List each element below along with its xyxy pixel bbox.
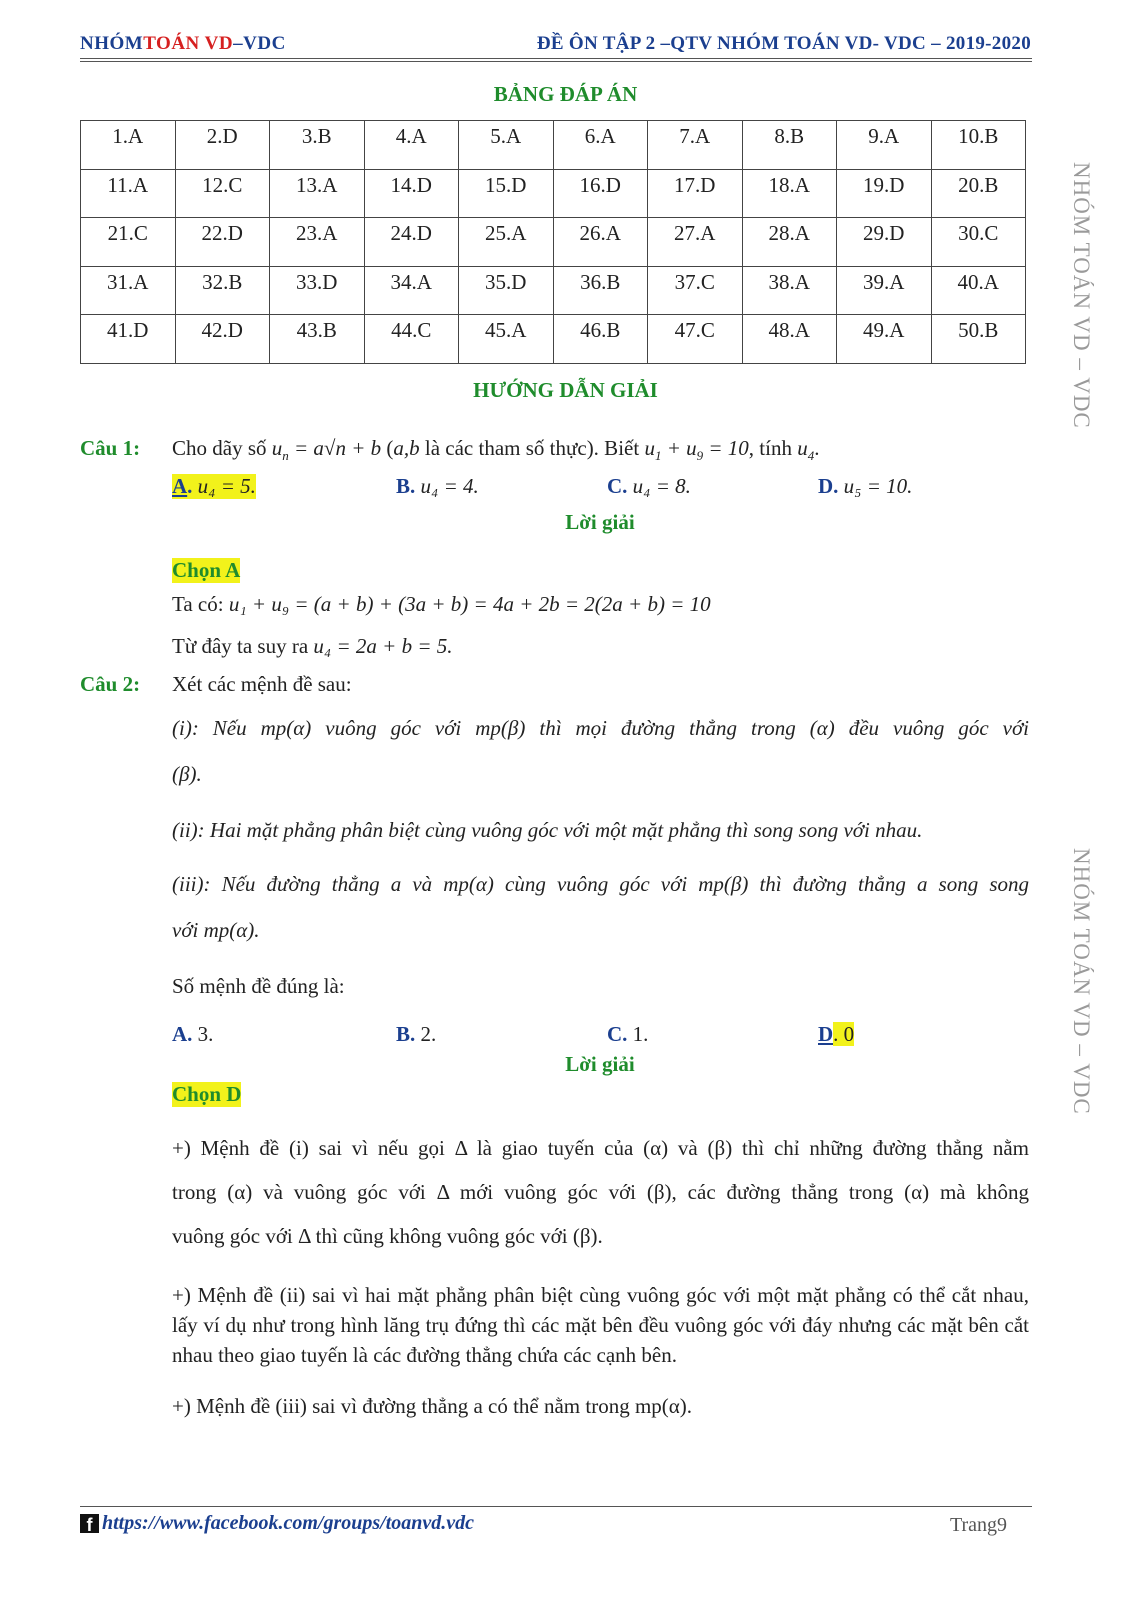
answer-cell: 9.A — [837, 121, 932, 170]
answer-cell: 20.B — [931, 169, 1026, 218]
answer-cell: 49.A — [837, 315, 932, 364]
answer-cell: 4.A — [364, 121, 459, 170]
answer-cell: 28.A — [742, 218, 837, 267]
target-term: $u_4$ — [797, 436, 815, 464]
q2-explanation-1-line-1: +) Mệnh đề (i) sai vì nếu gọi Δ là giao tuyến của (α) và (β) thì chỉ những đường thẳng nằm — [172, 1136, 1029, 1160]
answer-cell: 16.D — [553, 169, 648, 218]
header-divider — [80, 58, 1032, 59]
statement-iii-line-1: (iii): Nếu đường thẳng a và mp(α) cùng vuông góc với mp(β) thì đường thẳng a song song — [172, 872, 1029, 896]
answer-cell: 14.D — [364, 169, 459, 218]
answer-cell: 39.A — [837, 266, 932, 315]
answer-cell: 19.D — [837, 169, 932, 218]
answer-cell: 35.D — [459, 266, 554, 315]
statement-iii-line-2: với mp(α). — [172, 918, 260, 942]
q2-choice: Chọn D — [172, 1082, 242, 1106]
answer-cell: 21.C — [81, 218, 176, 267]
q1-option-a: A. u₄ = 5. — [172, 474, 256, 498]
q2-option-d: D. 0 — [818, 1022, 855, 1046]
answer-cell: 1.A — [81, 121, 176, 170]
q2-solution-heading: Lời giải — [565, 1052, 635, 1076]
answer-cell: 30.C — [931, 218, 1026, 267]
answer-cell: 43.B — [270, 315, 365, 364]
table-row — [81, 266, 1026, 315]
table-row — [81, 315, 1026, 364]
answer-cell: 33.D — [270, 266, 365, 315]
given-condition: $u_1 + u_9 = 10$ — [644, 436, 749, 464]
q1-option-c: C. u₄ = 8. — [607, 474, 691, 498]
question-1-stem: Cho dãy số $u_n = a√n + b$ (a,b là các tham số thực). Biết $u_1 + u_9 = 10$, tính $u_4$. — [172, 436, 820, 464]
answer-cell: 46.B — [553, 315, 648, 364]
answer-cell: 37.C — [648, 266, 743, 315]
answer-cell: 29.D — [837, 218, 932, 267]
answer-table — [80, 120, 1026, 364]
answer-cell: 48.A — [742, 315, 837, 364]
answer-cell: 27.A — [648, 218, 743, 267]
side-watermark-top: NHÓM TOÁN VD – VDC — [1069, 162, 1094, 429]
question-2-label: Câu 2: — [80, 672, 141, 696]
q2-count-question: Số mệnh đề đúng là: — [172, 974, 345, 998]
sequence-formula: $u_n = a√n + b$ — [271, 436, 382, 464]
statement-i-line-2: (β). — [172, 762, 202, 786]
solution-guide-title: HƯỚNG DẪN GIẢI — [473, 378, 658, 402]
answer-cell: 12.C — [175, 169, 270, 218]
answer-cell: 31.A — [81, 266, 176, 315]
q1-solution-line-2: Từ đây ta suy ra u₄ = 2a + b = 5. — [172, 634, 453, 658]
statement-ii: (ii): Hai mặt phẳng phân biệt cùng vuông góc với một mặt phẳng thì song song với nhau. — [172, 818, 923, 842]
q2-option-c: C. 1. — [607, 1022, 649, 1046]
answer-cell: 45.A — [459, 315, 554, 364]
q2-explanation-1-line-3: vuông góc với Δ thì cũng không vuông góc với (β). — [172, 1224, 603, 1248]
q2-explanation-2: +) Mệnh đề (ii) sai vì hai mặt phẳng phân biệt cùng vuông góc với một mặt phẳng có thể cắt nhau, lấy ví dụ như trong hình lăng trụ đứng thì các mặt bên đều vuông góc với đáy nhưng các mặt bên cắt nhau theo giao tuyến là các đường thẳng chứa các cạnh bên. — [172, 1283, 1029, 1367]
answer-cell: 36.B — [553, 266, 648, 315]
header-group-name: NHÓMTOÁN VD–VDC — [80, 33, 286, 54]
page-number: Trang9 — [949, 1514, 1007, 1536]
table-row — [81, 218, 1026, 267]
answer-cell: 38.A — [742, 266, 837, 315]
table-row — [81, 121, 1026, 170]
answer-cell: 22.D — [175, 218, 270, 267]
answer-cell: 6.A — [553, 121, 648, 170]
answer-cell: 18.A — [742, 169, 837, 218]
footer-divider — [80, 1506, 1032, 1507]
statement-i-line-1: (i): Nếu mp(α) vuông góc với mp(β) thì mọi đường thẳng trong (α) đều vuông góc với — [172, 716, 1029, 740]
answer-cell: 17.D — [648, 169, 743, 218]
answer-cell: 13.A — [270, 169, 365, 218]
header-divider-thin — [80, 61, 1032, 62]
answer-cell: 32.B — [175, 266, 270, 315]
answer-cell: 23.A — [270, 218, 365, 267]
q1-solution-heading: Lời giải — [565, 510, 635, 534]
answer-cell: 26.A — [553, 218, 648, 267]
q2-option-a: A. 3. — [172, 1022, 214, 1046]
answer-table-title: BẢNG ĐÁP ÁN — [493, 82, 638, 106]
table-row — [81, 169, 1026, 218]
q1-solution-line-1: Ta có: u₁ + u₉ = (a + b) + (3a + b) = 4a + 2b = 2(2a + b) = 10 — [172, 592, 711, 616]
answer-cell: 15.D — [459, 169, 554, 218]
answer-cell: 8.B — [742, 121, 837, 170]
answer-cell: 5.A — [459, 121, 554, 170]
answer-cell: 50.B — [931, 315, 1026, 364]
answer-cell: 7.A — [648, 121, 743, 170]
answer-cell: 42.D — [175, 315, 270, 364]
answer-cell: 2.D — [175, 121, 270, 170]
side-watermark-bottom: NHÓM TOÁN VD – VDC — [1069, 848, 1094, 1115]
q2-explanation-3: +) Mệnh đề (iii) sai vì đường thẳng a có thể nằm trong mp(α). — [172, 1394, 693, 1418]
answer-cell: 24.D — [364, 218, 459, 267]
answer-cell: 10.B — [931, 121, 1026, 170]
answer-cell: 3.B — [270, 121, 365, 170]
q2-option-b: B. 2. — [396, 1022, 437, 1046]
answer-cell: 11.A — [81, 169, 176, 218]
q1-choice: Chọn A — [172, 558, 241, 582]
question-1-label: Câu 1: — [80, 436, 141, 460]
q1-option-b: B. u₄ = 4. — [396, 474, 479, 498]
question-2-stem: Xét các mệnh đề sau: — [172, 672, 352, 696]
answer-cell: 41.D — [81, 315, 176, 364]
answer-cell: 44.C — [364, 315, 459, 364]
header-exam-title: ĐỀ ÔN TẬP 2 –QTV NHÓM TOÁN VD- VDC – 2019-2020 — [536, 33, 1031, 54]
answer-cell: 25.A — [459, 218, 554, 267]
facebook-icon: f — [80, 1514, 99, 1533]
answer-cell: 34.A — [364, 266, 459, 315]
facebook-group-link[interactable]: https://www.facebook.com/groups/toanvd.vdc — [102, 1512, 475, 1534]
answer-cell: 40.A — [931, 266, 1026, 315]
q1-option-d: D. u₅ = 10. — [818, 474, 913, 498]
q2-explanation-1-line-2: trong (α) và vuông góc với Δ mới vuông góc với (β), các đường thẳng trong (α) mà không — [172, 1180, 1029, 1204]
answer-cell: 47.C — [648, 315, 743, 364]
